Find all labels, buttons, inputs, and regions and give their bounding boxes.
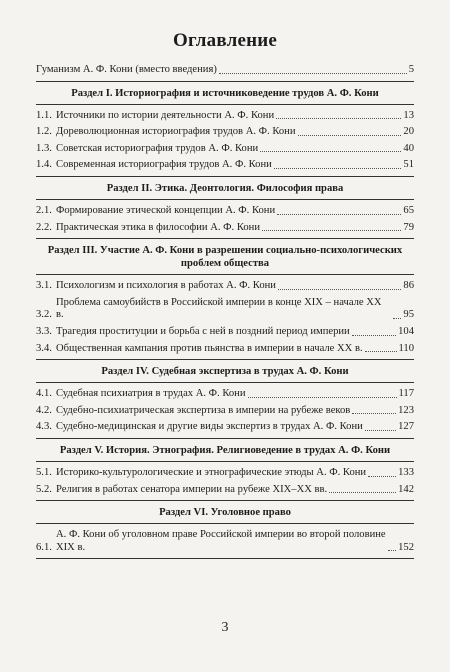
- section-heading: Раздел I. Историография и источниковедение трудов А. Ф. Кони: [71, 87, 379, 99]
- toc-entry: [36, 529, 414, 554]
- dot-leader: [278, 289, 401, 290]
- toc-entry-page: 95: [403, 309, 414, 321]
- toc-entry-page: 65: [403, 204, 414, 216]
- toc-entry-text: Гуманизм А. Ф. Кони (вместо введения): [36, 64, 217, 75]
- toc-entry: [36, 143, 414, 156]
- toc-entry: [36, 159, 414, 172]
- section-heading: Раздел II. Этика. Деонтология. Философия права: [106, 182, 344, 194]
- toc-entry-text: Проблема самоубийств в Российской империи в конце XIX – начале XX в.: [56, 296, 382, 321]
- toc-entry-page: 133: [398, 466, 414, 478]
- toc-entry-page: 104: [398, 325, 414, 337]
- toc-entry: [36, 110, 414, 123]
- toc-entry-text: Судебно-психиатрическая экспертиза в империи на рубеже веков: [56, 404, 351, 416]
- divider: [36, 274, 414, 275]
- toc-entry: [36, 126, 414, 139]
- dot-leader: [260, 151, 401, 152]
- toc-entry-number: 2.2.: [36, 221, 52, 233]
- dot-leader: [352, 335, 396, 336]
- toc-entry-page: 152: [398, 541, 414, 553]
- divider: [36, 104, 414, 105]
- toc-entry-text: А. Ф. Кони об уголовном праве Российской империи во второй половине XIX в.: [56, 529, 386, 553]
- toc-entry-page: 40: [403, 142, 414, 154]
- toc-entry-page: 5: [408, 64, 414, 75]
- toc-entry-number: 2.1.: [36, 204, 52, 216]
- toc-entry-text: Источники по истории деятельности А. Ф. Кони: [56, 109, 275, 121]
- divider: [36, 382, 414, 383]
- toc-entry-page: 110: [398, 342, 414, 354]
- divider: [36, 199, 414, 200]
- toc-entry: [36, 205, 414, 218]
- dot-leader: [365, 430, 396, 431]
- toc-entry-number: 3.4.: [36, 342, 52, 354]
- divider: [36, 238, 414, 239]
- dot-leader: [248, 397, 397, 398]
- toc-page: [36, 30, 414, 564]
- divider: [36, 438, 414, 439]
- toc-entry-page: 20: [403, 126, 414, 138]
- toc-entry: [36, 405, 414, 418]
- toc-entry-page: 79: [403, 221, 414, 233]
- dot-leader: [388, 550, 396, 551]
- section-heading: Раздел VI. Уголовное право: [159, 507, 291, 519]
- dot-leader: [219, 73, 407, 74]
- section-heading: Раздел V. История. Этнография. Религиоведение в трудах А. Ф. Кони: [59, 444, 391, 456]
- toc-entry-text: Судебно-медицинская и другие виды экспертиз в трудах А. Ф. Кони: [56, 421, 363, 433]
- toc-entry-page: 123: [398, 404, 414, 416]
- toc-entry-number: 1.2.: [36, 126, 52, 138]
- toc-entry-number: 4.3.: [36, 421, 52, 433]
- toc-entry: [36, 326, 414, 339]
- toc-entry-number: 3.2.: [36, 309, 52, 321]
- dot-leader: [298, 135, 402, 136]
- section-heading: Раздел IV. Судебная экспертиза в трудах А. Ф. Кони: [101, 366, 349, 378]
- divider: [36, 523, 414, 524]
- toc-entry-page: 127: [398, 421, 414, 433]
- dot-leader: [274, 168, 402, 169]
- divider: [36, 500, 414, 501]
- toc-entry-page: 86: [403, 280, 414, 292]
- toc-entry-number: 6.1.: [36, 541, 52, 553]
- toc-entry-text: Судебная психиатрия в трудах А. Ф. Кони: [56, 388, 246, 400]
- divider: [36, 359, 414, 360]
- toc-entry-text: Психологизм и психология в работах А. Ф. Кони: [56, 280, 276, 292]
- page-number: 3: [221, 620, 229, 635]
- dot-leader: [393, 318, 401, 319]
- toc-entry-number: 3.1.: [36, 280, 52, 292]
- toc-entry: [36, 297, 414, 322]
- dot-leader: [352, 413, 396, 414]
- toc-entry-text: Историко-культурологические и этнографические этюды А. Ф. Кони: [56, 466, 367, 478]
- divider: [36, 461, 414, 462]
- dot-leader: [262, 230, 401, 231]
- dot-leader: [277, 214, 401, 215]
- toc-entry-number: 5.1.: [36, 466, 52, 478]
- toc-entry: [36, 280, 414, 293]
- toc-entry-page: 142: [398, 483, 414, 495]
- dot-leader: [365, 351, 397, 352]
- divider: [36, 81, 414, 82]
- toc-entry-text: Общественная кампания против пьянства в империи в начале XX в.: [56, 342, 363, 354]
- toc-entry: [36, 421, 414, 434]
- section-heading: Раздел III. Участие А. Ф. Кони в разрешении социально-психологических проблем общества: [47, 245, 403, 270]
- toc-entry: [36, 484, 414, 497]
- toc-entry: [36, 467, 414, 480]
- toc-entry-page: 117: [398, 388, 414, 400]
- toc-entry-intro: [36, 64, 414, 77]
- page-title: Оглавление: [172, 30, 278, 51]
- dot-leader: [368, 476, 396, 477]
- divider: [36, 176, 414, 177]
- toc-entry-number: 1.1.: [36, 109, 52, 121]
- toc-entry-text: Дореволюционная историография трудов А. Ф. Кони: [56, 126, 296, 138]
- divider: [36, 558, 414, 559]
- dot-leader: [329, 492, 396, 493]
- toc-entry-page: 51: [403, 159, 414, 171]
- toc-entry-number: 3.3.: [36, 325, 52, 337]
- toc-entry: [36, 343, 414, 356]
- toc-entry-text: Современная историография трудов А. Ф. Кони: [56, 159, 272, 171]
- toc-entry-text: Религия в работах сенатора империи на рубеже XIX–XX вв.: [56, 483, 328, 495]
- toc-entry-number: 4.1.: [36, 388, 52, 400]
- toc-entry-text: Практическая этика в философии А. Ф. Кони: [56, 221, 261, 233]
- toc-entry-text: Формирование этической концепции А. Ф. Кони: [56, 204, 276, 216]
- dot-leader: [276, 118, 401, 119]
- toc-entry-text: Трагедия проституции и борьба с ней в поздний период империи: [56, 325, 350, 337]
- toc-entry-text: Советская историография трудов А. Ф. Кони: [56, 142, 259, 154]
- toc-entry-page: 13: [403, 109, 414, 121]
- toc-entry-number: 4.2.: [36, 404, 52, 416]
- toc-entry-number: 1.3.: [36, 142, 52, 154]
- toc-entry-number: 5.2.: [36, 483, 52, 495]
- toc-entry: [36, 222, 414, 235]
- toc-entry: [36, 388, 414, 401]
- toc-entry-number: 1.4.: [36, 159, 52, 171]
